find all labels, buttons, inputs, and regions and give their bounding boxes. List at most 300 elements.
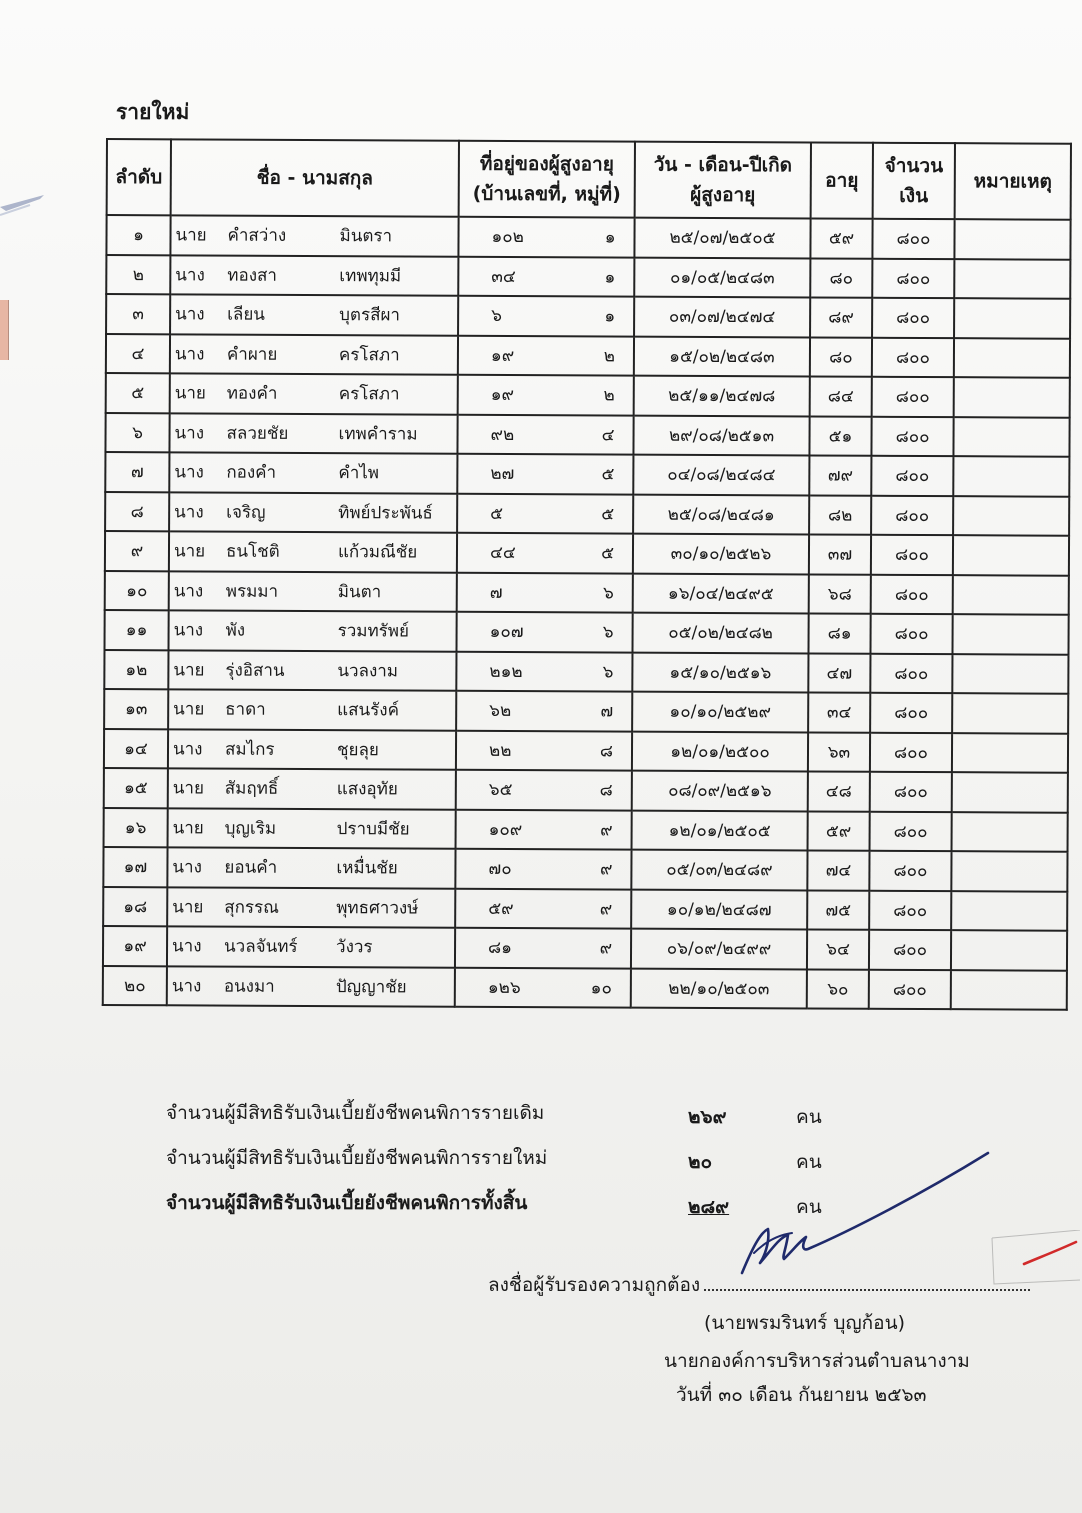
age-cell: ๕๑	[809, 416, 871, 456]
amount-cell: ๘๐๐	[871, 495, 953, 535]
moo-number: ๒	[603, 385, 615, 406]
first-name: สุกรรณ	[224, 897, 279, 918]
name-title: นาง	[175, 304, 205, 325]
address-group	[462, 618, 628, 646]
summary-unit: คน	[796, 1106, 822, 1128]
name-group	[174, 459, 452, 487]
first-name: รุ่งอิสาน	[225, 660, 285, 681]
address-group	[461, 697, 627, 725]
amount-cell: ๘๐๐	[871, 416, 953, 456]
birth-date-cell: ๑๕/๑๐/๒๕๑๖	[632, 652, 808, 692]
remark-cell	[954, 259, 1070, 299]
order-cell: ๑๔	[104, 728, 168, 768]
age-cell: ๘๔	[810, 376, 872, 416]
remark-cell	[952, 693, 1068, 733]
name-cell	[167, 966, 455, 1007]
beneficiary-table	[102, 138, 1072, 1011]
age-cell: ๖๘	[809, 574, 871, 614]
moo-number: ๙	[600, 820, 613, 841]
name-cell	[168, 768, 456, 809]
order-cell: ๒	[106, 255, 170, 295]
order-cell: ๓	[106, 294, 170, 334]
header-remark: หมายเหตุ	[955, 143, 1071, 220]
age-cell: ๘๙	[810, 297, 872, 337]
moo-number: ๙	[599, 938, 613, 959]
moo-number: ๖	[602, 622, 614, 643]
birth-date-cell: ๒๕/๐๗/๒๕๐๕	[634, 218, 810, 258]
amount-cell: ๘๐๐	[872, 337, 954, 377]
address-group	[461, 736, 627, 764]
address-group	[460, 855, 626, 883]
paper-fold-mark	[0, 195, 46, 235]
remark-cell	[953, 456, 1069, 496]
header-age: อายุ	[811, 142, 873, 218]
birth-date-cell: ๑๖/๐๔/๒๔๙๕	[633, 573, 809, 613]
birth-date-cell: ๐๕/๐๒/๒๔๘๒	[632, 613, 808, 653]
address-cell	[457, 414, 633, 454]
name-group	[175, 380, 453, 408]
name-cell	[167, 887, 455, 928]
name-group	[175, 222, 453, 250]
header-amount-line2: เงิน	[899, 184, 929, 208]
address-cell	[457, 572, 633, 612]
first-name: เจริญ	[226, 502, 266, 523]
name-cell	[168, 689, 456, 730]
summary-row-existing	[166, 1098, 846, 1143]
signer-position: นายกองค์การบริหารส่วนตำบลนางาม	[664, 1350, 970, 1372]
order-cell: ๑๕	[104, 768, 168, 808]
order-cell: ๑๗	[103, 847, 167, 887]
first-name: บุญเริม	[224, 818, 277, 839]
name-title: นาง	[172, 936, 202, 957]
name-group	[175, 301, 453, 329]
birth-date-cell: ๐๖/๐๙/๒๔๙๙	[631, 929, 807, 969]
remark-cell	[953, 575, 1069, 615]
address-group	[463, 381, 629, 409]
first-name: ธาดา	[225, 699, 266, 721]
address-cell	[456, 770, 632, 810]
table-row	[104, 689, 1068, 733]
age-cell: ๕๙	[810, 218, 872, 258]
order-cell: ๘	[105, 492, 169, 532]
address-cell	[455, 928, 631, 968]
moo-number: ๑	[604, 227, 616, 248]
birth-date-cell: ๓๐/๑๐/๒๕๒๖	[633, 534, 809, 574]
amount-cell: ๘๐๐	[870, 614, 952, 654]
name-title: นาง	[173, 620, 204, 641]
last-name: เทพทุมมี	[339, 265, 402, 287]
birth-date-cell: ๑๐/๑๐/๒๕๒๙	[632, 692, 808, 732]
table-row	[106, 215, 1070, 259]
first-name: สัมฤทธิ์	[224, 778, 279, 800]
address-group	[462, 460, 628, 488]
name-cell	[169, 413, 457, 454]
address-cell	[456, 809, 632, 849]
table-row	[104, 768, 1068, 812]
table-row	[105, 531, 1069, 575]
age-cell: ๕๙	[808, 811, 870, 851]
table-row	[105, 413, 1069, 457]
amount-cell: ๘๐๐	[869, 851, 951, 891]
summary-unit: คน	[796, 1196, 822, 1218]
name-title: นาง	[174, 462, 204, 483]
amount-cell: ๘๐๐	[872, 219, 954, 259]
table-row	[106, 373, 1070, 417]
house-number: ๕	[490, 503, 504, 524]
name-cell	[169, 571, 457, 612]
last-name: เหมื่นชัย	[336, 858, 398, 879]
amount-cell: ๘๐๐	[870, 772, 952, 812]
section-title: รายใหม่	[116, 100, 190, 124]
amount-cell: ๘๐๐	[871, 535, 953, 575]
name-cell	[167, 847, 455, 888]
age-cell: ๖๓	[808, 732, 870, 772]
table-row	[103, 926, 1067, 970]
name-group	[173, 656, 451, 684]
address-cell	[456, 730, 632, 770]
order-cell: ๖	[105, 413, 169, 453]
certification-line	[488, 1270, 1030, 1300]
birth-date-cell: ๐๓/๐๗/๒๔๗๔	[634, 297, 810, 337]
address-group	[462, 499, 628, 527]
name-group	[173, 735, 451, 763]
first-name: สลวยชัย	[226, 423, 289, 444]
birth-date-cell: ๒๕/๑๑/๒๔๗๘	[634, 376, 810, 416]
last-name: นวลงาม	[337, 660, 399, 682]
remark-cell	[953, 535, 1069, 575]
remark-cell	[952, 614, 1068, 654]
moo-number: ๒	[603, 346, 615, 367]
age-cell: ๔๘	[808, 771, 870, 811]
name-title: นาย	[173, 660, 205, 681]
table-body	[103, 215, 1071, 1010]
last-name: เทพคำราม	[338, 423, 418, 445]
age-cell: ๓๗	[809, 534, 871, 574]
name-cell	[170, 294, 458, 335]
order-cell: ๑๒	[104, 649, 168, 689]
address-cell	[455, 849, 631, 889]
age-cell: ๓๔	[808, 692, 870, 732]
table-row	[106, 334, 1070, 378]
name-title: นาง	[174, 502, 204, 523]
house-number: ๖๕	[488, 780, 513, 801]
remark-cell	[952, 654, 1068, 694]
table-row	[105, 452, 1069, 496]
table-row	[104, 728, 1068, 772]
age-cell: ๖๔	[807, 929, 869, 969]
age-cell: ๔๗	[808, 653, 870, 693]
address-cell	[455, 888, 631, 928]
name-group	[172, 893, 450, 921]
age-cell: ๗๔	[807, 850, 869, 890]
address-group	[460, 934, 626, 962]
amount-cell: ๘๐๐	[869, 890, 951, 930]
name-title: นาง	[174, 423, 205, 444]
order-cell: ๑๑	[105, 610, 169, 650]
age-cell: ๘๐	[810, 258, 872, 298]
first-name: เลียน	[227, 304, 265, 326]
first-name: กองคำ	[226, 462, 277, 484]
name-group	[174, 617, 452, 645]
table-row	[103, 847, 1067, 891]
name-cell	[168, 729, 456, 770]
name-title: นาย	[173, 541, 206, 562]
amount-cell: ๘๐๐	[870, 653, 952, 693]
certification-label: ลงชื่อผู้รับรองความถูกต้อง	[488, 1274, 701, 1296]
address-cell	[458, 217, 634, 257]
name-title: นาย	[172, 778, 205, 799]
last-name: มินตา	[337, 581, 382, 603]
summary-label: จำนวนผู้มีสิทธิรับเงินเบี้ยยังชีพคนพิการทั้งสิ้น	[166, 1192, 528, 1214]
name-group	[174, 419, 452, 447]
house-number: ๒๑๒	[489, 661, 523, 682]
address-group	[461, 776, 627, 804]
age-cell: ๘๒	[809, 495, 871, 535]
name-cell	[170, 334, 458, 375]
moo-number: ๕	[601, 543, 615, 564]
name-title: นาง	[172, 739, 203, 760]
handwritten-signature	[730, 1145, 1000, 1285]
table-header-row	[107, 139, 1071, 220]
remark-cell	[952, 772, 1068, 812]
moo-number: ๗	[600, 701, 614, 722]
house-number: ๑๐๒	[491, 227, 524, 248]
remark-cell	[954, 338, 1070, 378]
birth-date-cell: ๒๕/๐๘/๒๔๘๑	[633, 494, 809, 534]
birth-date-cell: ๑๒/๐๑/๒๕๐๐	[632, 731, 808, 771]
header-address-line1: ที่อยู่ของผู้สูงอายุ	[479, 152, 614, 176]
summary-label: จำนวนผู้มีสิทธิรับเงินเบี้ยยังชีพคนพิการรายใหม่	[166, 1147, 548, 1169]
first-name: ยอนคำ	[224, 857, 278, 879]
paper-edge-tab	[0, 300, 9, 360]
house-number: ๒๒	[488, 740, 512, 761]
name-title: นาย	[175, 225, 207, 246]
header-name: ชื่อ - นามสกุล	[171, 139, 459, 216]
order-cell: ๑๐	[105, 570, 169, 610]
order-cell: ๑๘	[103, 886, 167, 926]
house-number: ๖๒	[489, 701, 512, 722]
remark-cell	[953, 417, 1069, 457]
summary-value: ๒๐	[688, 1151, 713, 1173]
header-birth-line1: วัน - เดือน-ปีเกิด	[653, 153, 793, 177]
moo-number: ๑๐	[590, 978, 612, 999]
signer-name: (นายพรมรินทร์ บุญก้อน)	[704, 1312, 905, 1334]
birth-date-cell: ๑๒/๐๑/๒๕๐๕	[632, 810, 808, 850]
age-cell: ๗๙	[809, 455, 871, 495]
address-group	[460, 973, 626, 1001]
last-name: มินตรา	[339, 226, 393, 247]
birth-date-cell: ๑๕/๐๒/๒๔๘๓	[634, 336, 810, 376]
remark-cell	[951, 851, 1067, 891]
order-cell: ๕	[106, 373, 170, 413]
amount-cell: ๘๐๐	[869, 930, 951, 970]
header-amount	[873, 143, 955, 219]
moo-number: ๘	[599, 741, 614, 762]
remark-cell	[954, 377, 1070, 417]
summary-value: ๒๘๙	[688, 1196, 730, 1218]
first-name: ทองคำ	[226, 383, 278, 405]
last-name: พุทธศาวงษ์	[336, 897, 419, 919]
house-number: ๕๙	[488, 898, 514, 919]
address-group	[463, 302, 629, 330]
signature-dotted-line	[704, 1271, 1030, 1291]
name-cell	[168, 610, 456, 651]
address-group	[461, 815, 627, 843]
header-address	[459, 141, 635, 218]
name-cell	[169, 492, 457, 533]
table-row	[103, 886, 1067, 930]
house-number: ๘๑	[487, 938, 513, 959]
name-title: นาย	[173, 699, 205, 720]
first-name: สมไกร	[224, 739, 275, 760]
name-title: นาง	[172, 857, 202, 878]
summary-value: ๒๖๙	[688, 1106, 727, 1128]
birth-date-cell: ๑๐/๑๒/๒๔๘๗	[631, 889, 807, 929]
order-cell: ๔	[106, 334, 170, 374]
amount-cell: ๘๐๐	[872, 377, 954, 417]
header-address-line2: (บ้านเลขที่, หมู่ที่)	[472, 182, 621, 206]
amount-cell: ๘๐๐	[870, 732, 952, 772]
address-cell	[457, 454, 633, 494]
house-number: ๖	[491, 306, 502, 327]
moo-number: ๙	[599, 859, 613, 880]
header-amount-line1: จำนวน	[884, 154, 944, 178]
order-cell: ๑๓	[104, 689, 168, 729]
table-row	[106, 255, 1070, 299]
remark-cell	[951, 891, 1067, 931]
name-cell	[170, 255, 458, 296]
last-name: ทิพย์ประพันธ์	[338, 502, 433, 524]
birth-date-cell: ๐๔/๐๘/๒๔๘๔	[633, 455, 809, 495]
amount-cell: ๘๐๐	[870, 693, 952, 733]
first-name: ธนโชติ	[225, 541, 280, 563]
name-group	[175, 261, 453, 289]
birth-date-cell: ๐๕/๐๓/๒๔๘๙	[631, 850, 807, 890]
last-name: รวมทรัพย์	[337, 621, 410, 642]
address-cell	[456, 691, 632, 731]
table-row	[104, 649, 1068, 693]
name-group	[175, 340, 453, 368]
address-cell	[455, 967, 631, 1007]
remark-cell	[954, 219, 1070, 259]
first-name: นวลจันทร์	[223, 936, 298, 958]
name-group	[172, 854, 450, 882]
address-cell	[458, 256, 634, 296]
amount-cell: ๘๐๐	[872, 298, 954, 338]
name-group	[174, 577, 452, 605]
last-name: แสนรังค์	[337, 700, 400, 721]
order-cell: ๑๙	[103, 926, 167, 966]
address-cell	[458, 335, 634, 375]
address-cell	[457, 533, 633, 573]
name-group	[172, 933, 450, 961]
last-name: ปราบมีชัย	[336, 818, 410, 840]
age-cell: ๘๐	[810, 337, 872, 377]
house-number: ๗๐	[488, 859, 512, 880]
address-group	[462, 578, 628, 606]
house-number: ๑๐๙	[488, 819, 523, 840]
last-name: คำไพ	[338, 463, 380, 484]
order-cell: ๗	[105, 452, 169, 492]
table-row	[104, 807, 1068, 851]
order-cell: ๙	[105, 531, 169, 571]
name-title: นาง	[175, 265, 205, 286]
name-group	[173, 696, 451, 724]
name-title: นาง	[171, 976, 202, 997]
address-group	[463, 223, 629, 251]
age-cell: ๘๑	[808, 613, 870, 653]
first-name: พัง	[225, 620, 246, 641]
name-title: นาย	[172, 897, 204, 918]
birth-date-cell: ๒๒/๑๐/๒๕๐๓	[631, 968, 807, 1008]
name-title: นาง	[174, 344, 205, 365]
amount-cell: ๘๐๐	[872, 258, 954, 298]
name-cell	[169, 452, 457, 493]
moo-number: ๕	[601, 464, 615, 485]
amount-cell: ๘๐๐	[871, 574, 953, 614]
name-cell	[168, 808, 456, 849]
house-number: ๑๙	[490, 345, 515, 366]
last-name: บุตรสีผา	[339, 305, 401, 326]
header-birth-line2: ผู้สูงอายุ	[690, 183, 756, 207]
remark-cell	[952, 812, 1068, 852]
name-cell	[168, 650, 456, 691]
signature-date: วันที่ ๓๐ เดือน กันยายน ๒๕๖๓	[676, 1384, 927, 1406]
address-group	[462, 539, 628, 567]
house-number: ๔๔	[489, 543, 516, 564]
name-group	[173, 775, 451, 803]
house-number: ๑๐๗	[489, 622, 524, 643]
table-row	[105, 610, 1069, 654]
amount-cell: ๘๐๐	[869, 969, 951, 1009]
last-name: ชุยลุย	[336, 739, 379, 761]
name-cell	[170, 373, 458, 414]
first-name: ทองสา	[227, 265, 278, 286]
first-name: คำสว่าง	[227, 225, 287, 247]
house-number: ๑๙	[490, 385, 515, 406]
last-name: แก้วมณีชัย	[337, 542, 418, 563]
name-cell	[167, 926, 455, 967]
order-cell: ๒๐	[103, 965, 167, 1005]
moo-number: ๑	[604, 267, 616, 288]
age-cell: ๖๐	[807, 969, 869, 1009]
table-row	[103, 965, 1067, 1009]
name-title: นาย	[172, 818, 204, 839]
birth-date-cell: ๒๙/๐๘/๒๕๑๓	[633, 415, 809, 455]
address-group	[463, 341, 629, 369]
amount-cell: ๘๐๐	[871, 456, 953, 496]
last-name: ครโสภา	[338, 344, 400, 366]
summary-unit: คน	[796, 1151, 822, 1173]
address-cell	[458, 296, 634, 336]
house-number: ๗	[489, 582, 503, 603]
summary-label: จำนวนผู้มีสิทธิรับเงินเบี้ยยังชีพคนพิการรายเดิม	[166, 1102, 545, 1124]
name-group	[172, 972, 450, 1000]
house-number: ๑๒๖	[487, 977, 521, 998]
house-number: ๓๔	[491, 266, 516, 287]
name-group	[173, 814, 451, 842]
address-group	[461, 657, 627, 685]
order-cell: ๑	[106, 215, 170, 255]
remark-cell	[952, 733, 1068, 773]
first-name: คำผาย	[226, 344, 278, 365]
header-order: ลำดับ	[107, 139, 171, 215]
name-group	[174, 538, 452, 566]
address-group	[463, 262, 629, 290]
address-group	[462, 420, 628, 448]
table-row	[106, 294, 1070, 338]
moo-number: ๖	[602, 662, 614, 683]
